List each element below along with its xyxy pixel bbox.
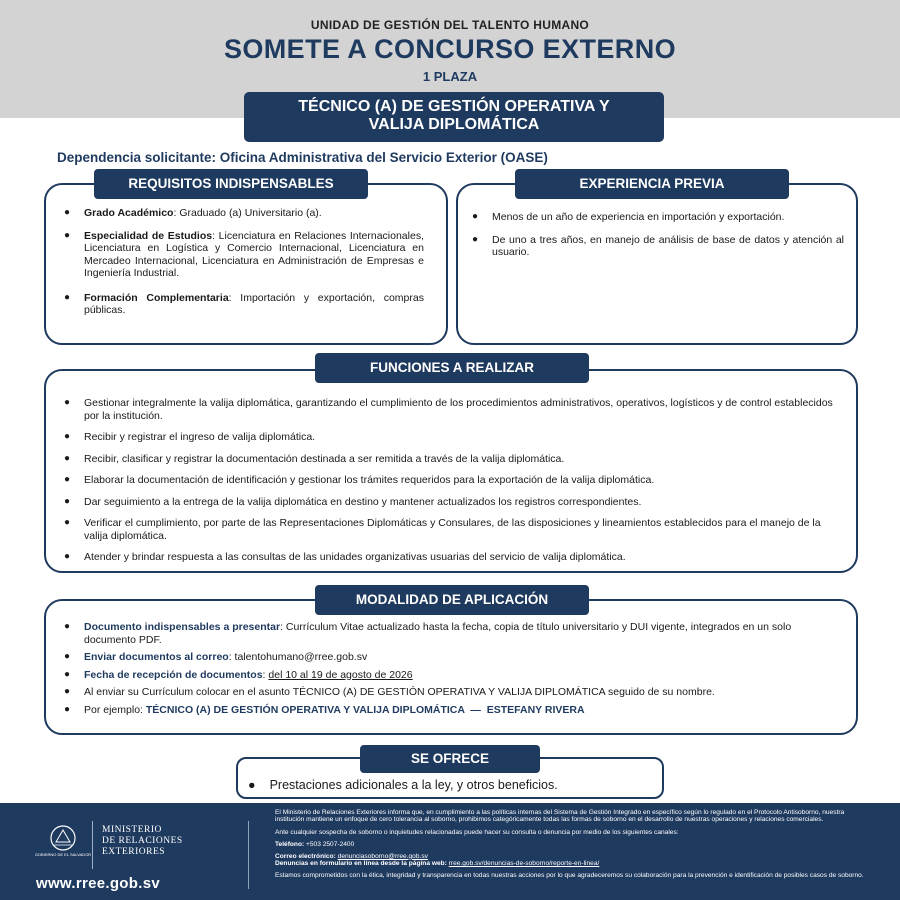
plaza-count: 1 PLAZA [422,69,478,84]
ministry-logo [34,821,260,871]
requirements-heading: REQUISITOS INDISPENSABLES [94,169,368,199]
experience-heading: EXPERIENCIA PREVIA [515,169,789,199]
website-link[interactable]: www.rree.gob.sv [36,875,160,892]
list-item: ● Por ejemplo: TÉCNICO (A) DE GESTIÓN OPERATIVA Y VALIJA DIPLOMÁTICA — ESTEFANY RIVERA [64,703,585,716]
list-item: ● Gestionar integralmente la valija diplomática, garantizando el cumplimiento de los procedimientos administrativos, operativos, logísticos y de control establecidos por la institución. [64,397,833,422]
national-seal-icon [34,823,92,863]
report-email-link[interactable]: denunciasoborno@rree.gob.sv [337,852,428,860]
experience-panel [456,183,858,345]
list-item: ● Especialidad de Estudios: Licenciatura en Relaciones Internacionales, Licenciatura en Logística y Comercio Internacional, Licenciatura en Mercadeo Internacional, Licenciatura en Administración de Empresas e Ingeniería Industrial. [64,229,424,279]
list-item: ● Fecha de recepción de documentos: del 10 al 19 de agosto de 2026 [64,668,413,681]
ministry-name: MINISTERIO DE RELACIONES EXTERIORES [102,825,183,857]
svg-text:GOBIERNO DE EL SALVADOR: GOBIERNO DE EL SALVADOR [34,852,92,857]
antibribery-notice: El Ministerio de Relaciones Exteriores informa que, en cumplimiento a las políticas internas del Sistema de Gestión Integrado en específico según lo regulado en el Protocolo Antisoborno, nuestra institución mantiene un enfoque de cero tolerancia al soborno, prohibimos categóricamente todas las formas de soborno en el desarrollo de nuestras operaciones y relaciones comerciales. Ante cualquier sospecha de soborno o inquietudes relacionadas puede hacer su consulta o denuncia por medio de los siguientes canales: Teléfono: +503 2507-2400 Correo electrónico: denunciasoborno@rree.gob.sv Denuncias en formulario en línea desde la página web: rree.gob.sv/denuncias-de-soborno/reporte-en-linea/ Estamos comprometidos con la ética, integridad y transparencia en todas nuestras acciones por lo que agradeceremos su colaboración para la prevención e identificación de posibles casos de soborno. [275,809,864,880]
job-title [244,92,664,142]
application-heading: MODALIDAD DE APLICACIÓN [315,585,589,615]
list-item: ● De uno a tres años, en manejo de análisis de base de datos y atención al usuario. [472,233,844,258]
list-item: ● Verificar el cumplimiento, por parte de las Representaciones Diplomáticas y Consulares, de las disposiciones y lineamientos establecidos para el manejo de la valija diplomática. [64,517,821,542]
functions-panel [44,369,858,573]
page-title: SOMETE A CONCURSO EXTERNO [223,34,677,64]
job-title-line-2: VALIJA DIPLOMÁTICA [368,116,540,133]
list-item: ● Prestaciones adicionales a la ley, y otros beneficios. [248,778,558,792]
logo-divider [92,821,93,869]
application-panel [44,599,858,735]
report-form-link[interactable]: rree.gob.sv/denuncias-de-soborno/reporte-en-linea/ [448,860,600,868]
list-item: ● Al enviar su Currículum colocar en el asunto TÉCNICO (A) DE GESTIÓN OPERATIVA Y VALIJA DIPLOMÁTICA seguido de su nombre. [64,686,715,698]
list-item: ● Recibir y registrar el ingreso de valija diplomática. [64,431,316,443]
list-item: ● Dar seguimiento a la entrega de la valija diplomática en destino y mantener actualizados los registros correspondientes. [64,495,642,508]
list-item: ● Elaborar la documentación de identificación y gestionar los trámites requeridos para la exportación de la valija diplomática. [64,474,655,486]
list-item: ● Documento indispensables a presentar: Currículum Vitae actualizado hasta la fecha, copia de título universitario y DUI vigente, integrados en un solo documento PDF. [64,621,792,646]
job-title-line-1: TÉCNICO (A) DE GESTIÓN OPERATIVA Y [298,98,610,115]
list-item: ● Formación Complementaria: Importación y exportación, compras públicas. [64,291,424,316]
list-item: ● Menos de un año de experiencia en importación y exportación. [472,211,785,223]
list-item: ● Grado Académico: Graduado (a) Universitario (a). [64,207,322,219]
unit-name: UNIDAD DE GESTIÓN DEL TALENTO HUMANO [310,18,590,32]
functions-heading: FUNCIONES A REALIZAR [315,353,589,383]
requesting-department: Dependencia solicitante: Oficina Administrativa del Servicio Exterior (OASE) [57,150,548,165]
requirements-panel [44,183,448,345]
benefits-heading: SE OFRECE [360,745,540,773]
list-item: ● Recibir, clasificar y registrar la documentación destinada a ser remitida a través de la valija diplomática. [64,452,565,465]
list-item: ● Atender y brindar respuesta a las consultas de las unidades organizativas usuarias del servicio de valija diplomática. [64,551,626,563]
list-item: ● Enviar documentos al correo: talentohumano@rree.gob.sv [64,651,368,663]
footer-divider [248,821,249,889]
footer [0,803,900,900]
